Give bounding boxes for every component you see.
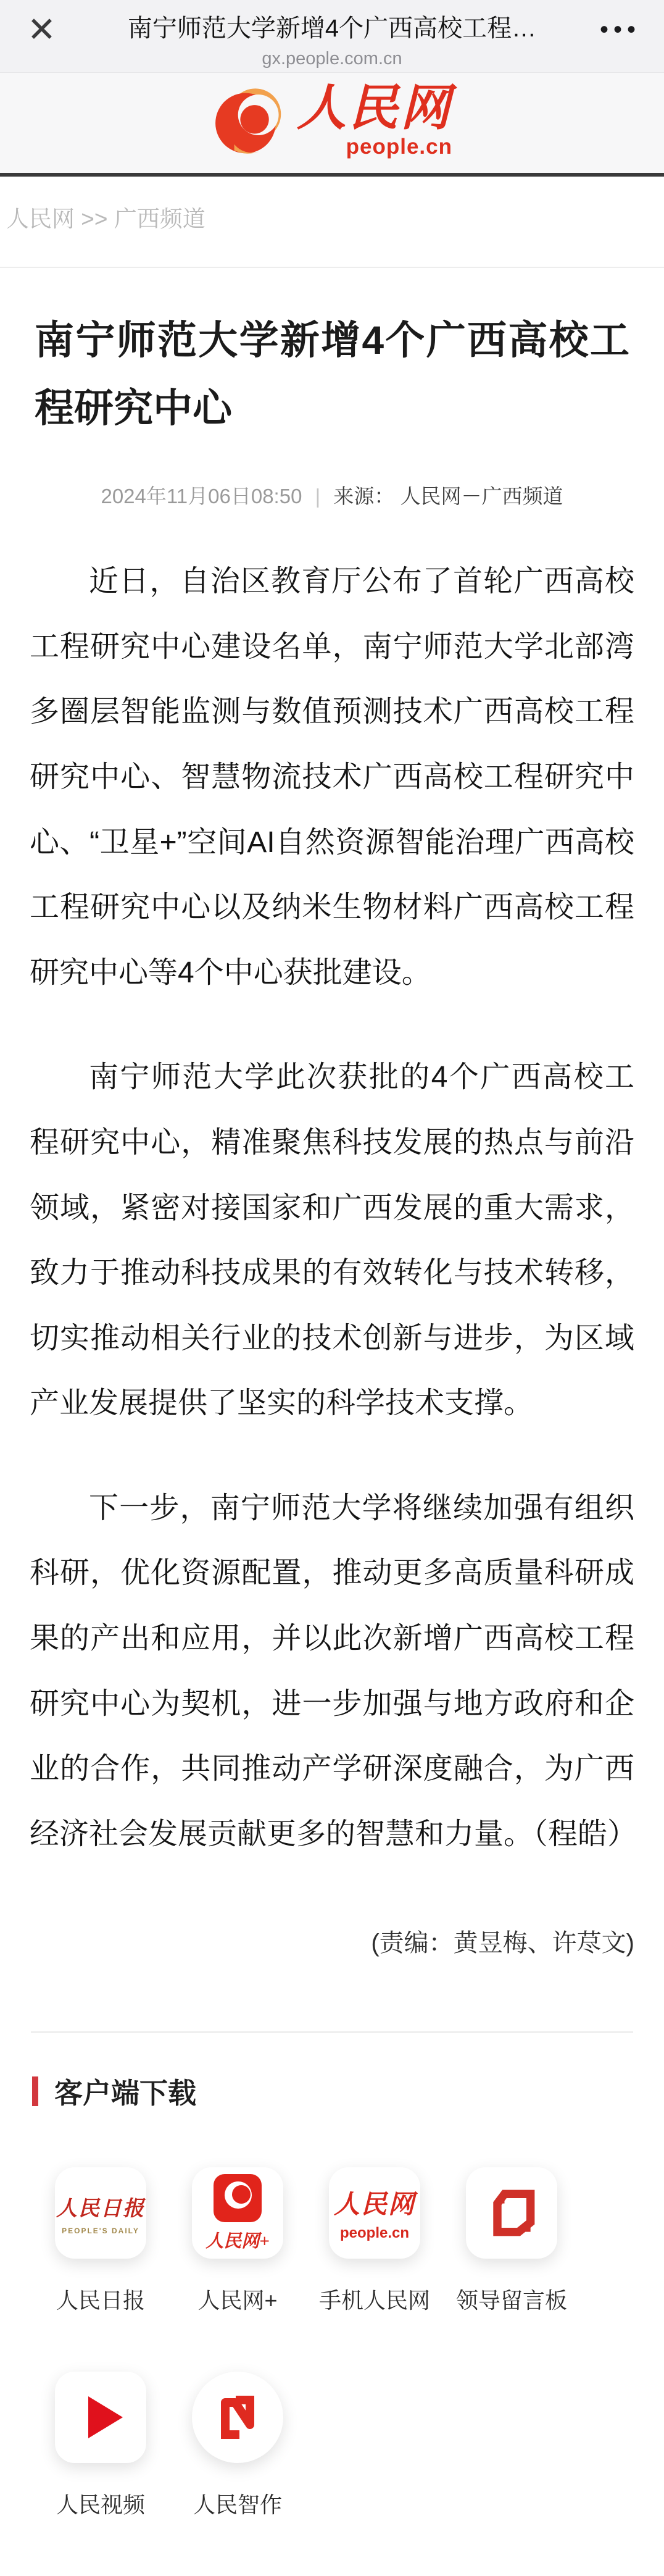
people-daily-icon-subtext: PEOPLE'S DAILY — [62, 2226, 139, 2235]
mobile-people-icon-subtext: people.cn — [339, 2225, 410, 2242]
people-zhizuo-icon — [192, 2372, 283, 2463]
browser-page-title: 南宁师范大学新增4个广西高校工程… — [127, 15, 537, 42]
message-board-icon — [466, 2167, 557, 2259]
client-download-section — [0, 2033, 664, 2576]
app-grid — [32, 2167, 632, 2576]
paragraph: 南宁师范大学此次获批的4个广西高校工程研究中心，精准聚焦科技发展的热点与前沿领域，紧密对接国家和广西发展的重大需求，致力于推动科技成果的有效转化与技术转移，切实推动相关行业的技术创新与进步，为区域产业发展提供了坚实的科学技术支撑。 — [30, 1061, 634, 1420]
red-bar-icon — [32, 2076, 38, 2106]
people-video-icon — [55, 2372, 146, 2463]
app-people-plus[interactable] — [169, 2167, 306, 2315]
people-daily-icon-text: 人民日报 — [56, 2197, 145, 2220]
people-cn-swirl-icon — [212, 84, 287, 159]
article-body — [30, 549, 637, 1867]
mobile-people-icon — [329, 2167, 420, 2259]
meta-divider: | — [315, 485, 321, 508]
app-label: 手机人民网 — [318, 2288, 430, 2314]
play-icon — [88, 2396, 123, 2438]
source-link[interactable]: 人民网－广西频道 — [400, 485, 563, 508]
app-people-video[interactable] — [32, 2372, 169, 2519]
logo-en-text: people.cn — [346, 135, 452, 159]
mobile-people-icon-text: 人民网 — [333, 2191, 415, 2220]
app-people-daily[interactable] — [32, 2167, 169, 2315]
people-plus-icon-text: 人民网+ — [205, 2231, 270, 2251]
breadcrumb[interactable]: 人民网 >> 广西频道 — [0, 177, 664, 268]
message-board-glyph — [483, 2185, 540, 2241]
people-daily-icon — [55, 2167, 146, 2259]
browser-top-bar — [0, 0, 664, 73]
more-menu-icon[interactable]: ••• — [599, 16, 641, 43]
editor-credit: (责编：黄昱梅、许荩文) — [371, 1930, 634, 1957]
swirl-badge-icon — [214, 2174, 262, 2222]
app-label: 人民网+ — [197, 2288, 278, 2314]
source-label: 来源： — [333, 485, 395, 508]
app-leader-message-board[interactable] — [443, 2167, 580, 2315]
app-label: 人民视频 — [56, 2492, 145, 2518]
app-people-zhizuo[interactable] — [169, 2372, 306, 2519]
app-label: 人民智作 — [193, 2492, 282, 2518]
app-label: 人民日报 — [56, 2288, 145, 2314]
app-mobile-people[interactable] — [306, 2167, 443, 2315]
people-plus-icon — [192, 2167, 283, 2259]
people-cn-logo[interactable] — [0, 84, 664, 159]
publish-date: 2024年11月06日08:50 — [101, 485, 302, 508]
logo-zh-text: 人民网 — [297, 82, 452, 136]
close-icon[interactable]: ✕ — [27, 10, 56, 49]
article-meta — [30, 480, 634, 509]
swirl-core-shape — [232, 2185, 251, 2204]
article-title: 南宁师范大学新增4个广西高校工程研究中心 — [35, 318, 629, 431]
app-label: 领导留言板 — [455, 2288, 567, 2314]
section-header — [32, 2071, 632, 2112]
section-title: 客户端下载 — [54, 2077, 196, 2110]
zhizuo-n-glyph — [208, 2388, 267, 2447]
site-header — [0, 73, 664, 177]
article — [0, 306, 664, 1959]
paragraph: 近日，自治区教育厅公布了首轮广西高校工程研究中心建设名单，南宁师范大学北部湾多圈层智能监测与数值预测技术广西高校工程研究中心、智慧物流技术广西高校工程研究中心、“卫星+”空间AI自然资源智能治理广西高校工程研究中心以及纳米生物材料广西高校工程研究中心等4个中心获批建设。 — [30, 565, 634, 989]
browser-url: gx.people.com.cn — [262, 49, 402, 69]
paragraph: 下一步，南宁师范大学将继续加强有组织科研，优化资源配置，推动更多高质量科研成果的产出和应用，并以此次新增广西高校工程研究中心为契机，进一步加强与地方政府和企业的合作，共同推动产学研深度融合，为广西经济社会发展贡献更多的智慧和力量。（程皓） — [30, 1491, 637, 1850]
